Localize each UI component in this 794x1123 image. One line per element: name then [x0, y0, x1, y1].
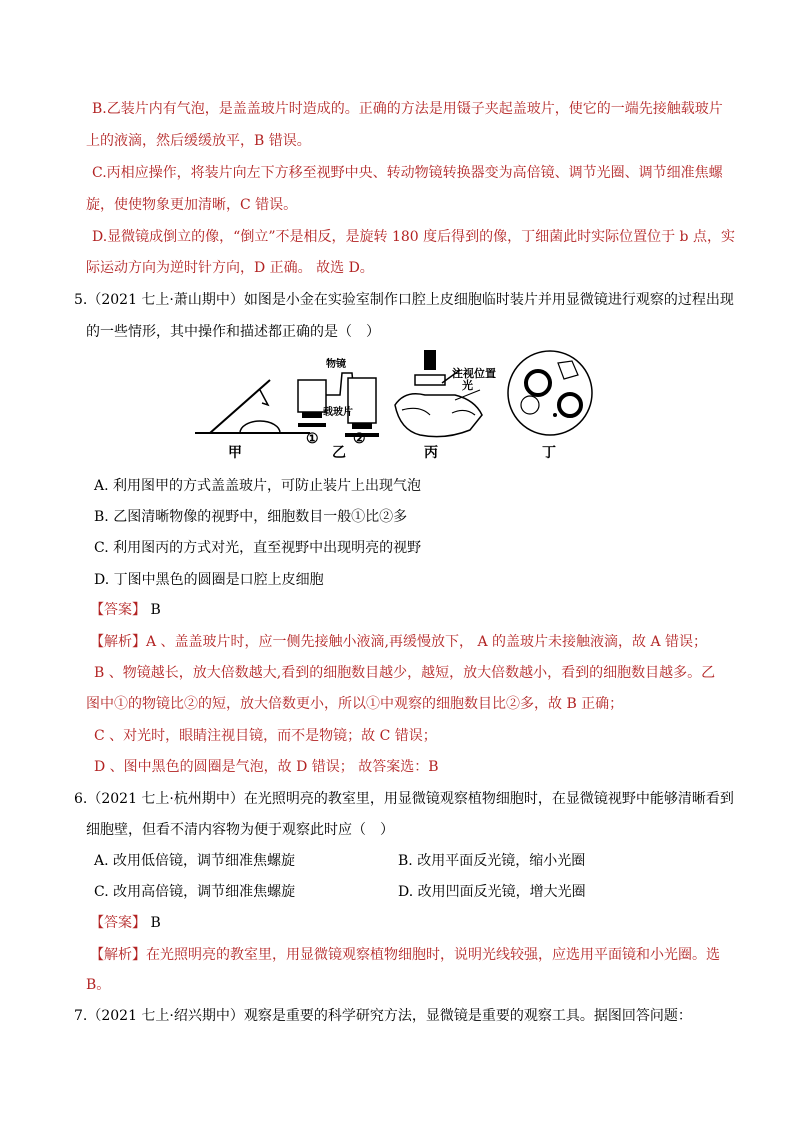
analysis-text: A 、盖盖玻片时，应一侧先接触小液滴,再缓慢放下， A 的盖玻片未接触液滴，故 A 错误；	[146, 634, 708, 650]
figure-jia-drawing	[195, 380, 310, 433]
answer-value: B	[146, 602, 161, 618]
q5-stem-line2: 的一些情形，其中操作和描述都正确的是（ ）	[86, 324, 380, 340]
q4-explain-b-line1: B.乙装片内有气泡，是盖盖玻片时造成的。正确的方法是用镊子夹起盖玻片，使它的一端先接触载玻片	[92, 101, 723, 117]
figure-label-zhushi: 注视位置	[452, 367, 496, 380]
q5-figure	[190, 345, 610, 465]
q5-stem-line1: 5.（2021 七上·萧山期中）如图是小金在实验室制作口腔上皮细胞临时装片并用显微镜进行观察的过程出现	[74, 292, 734, 308]
q6-analysis-line2: B。	[86, 977, 111, 993]
q5-analysis-line1	[90, 632, 707, 652]
figure-label-2: ②	[353, 431, 366, 447]
figure-label-bing: 丙	[424, 445, 438, 461]
q4-explain-c-line2: 旋，使使物象更加清晰，C 错误。	[86, 197, 298, 213]
q5-option-a: A. 利用图甲的方式盖盖玻片，可防止装片上出现气泡	[94, 478, 422, 494]
q6-option-d: D. 改用凹面反光镜，增大光圈	[398, 884, 586, 900]
q5-option-c: C. 利用图丙的方式对光，直至视野中出现明亮的视野	[94, 540, 422, 556]
q5-answer-line	[90, 600, 161, 620]
q4-explain-d-line1: D.显微镜成倒立的像，“倒立”不是相反，是旋转 180 度后得到的像，丁细菌此时实际位置位于 b 点，实	[92, 229, 735, 245]
q7-stem-line1: 7.（2021 七上·绍兴期中）观察是重要的科学研究方法，显微镜是重要的观察工具。据图回答问题：	[74, 1008, 692, 1024]
q4-explain-d-line2: 际运动方向为逆时针方向，D 正确。 故选 D。	[86, 260, 374, 276]
q6-option-c: C. 改用高倍镜，调节细准焦螺旋	[94, 884, 296, 900]
analysis-text: 在光照明亮的教室里，用显微镜观察植物细胞时，说明光线较强，应选用平面镜和小光圈。选	[146, 947, 720, 963]
figure-label-yi: 乙	[332, 445, 346, 461]
analysis-tag: 【解析】	[90, 634, 146, 650]
answer-tag: 【答案】	[90, 915, 146, 931]
q6-option-b: B. 改用平面反光镜，缩小光圈	[398, 853, 586, 869]
answer-tag: 【答案】	[90, 602, 146, 618]
q5-option-b: B. 乙图清晰物像的视野中，细胞数目一般①比②多	[94, 509, 408, 525]
figure-label-jia: 甲	[228, 445, 242, 461]
figure-bing-drawing	[395, 350, 482, 437]
figure-label-wujing: 物镜	[326, 359, 346, 370]
q5-option-d: D. 丁图中黑色的圆圈是口腔上皮细胞	[94, 572, 324, 588]
figure-label-guang: 光	[462, 379, 473, 392]
q6-answer-line	[90, 913, 161, 933]
q4-explain-b-line2: 上的液滴，然后缓缓放平，B 错误。	[86, 133, 311, 149]
figure-ding-drawing	[508, 351, 592, 435]
figure-label-1: ①	[306, 431, 319, 447]
answer-value: B	[146, 915, 161, 931]
q6-option-a: A. 改用低倍镜，调节细准焦螺旋	[94, 853, 296, 869]
q5-analysis-line3: 图中①的物镜比②的短，放大倍数更小，所以①中观察的细胞数目比②多，故 B 正确；	[86, 696, 624, 712]
figure-label-zaibopian: 载玻片	[323, 407, 353, 418]
q6-stem-line2: 细胞壁，但看不清内容物为便于观察此时应（ ）	[86, 822, 394, 838]
figure-label-ding: 丁	[542, 445, 556, 461]
analysis-tag: 【解析】	[90, 947, 146, 963]
q5-analysis-line4: C 、对光时，眼睛注视目镜，而不是物镜；故 C 错误；	[94, 728, 437, 744]
q5-analysis-line2: B 、物镜越长，放大倍数越大,看到的细胞数目越少，越短，放大倍数越小，看到的细胞数目越多。乙	[94, 665, 716, 681]
q6-stem-line1: 6.（2021 七上·杭州期中）在光照明亮的教室里，用显微镜观察植物细胞时，在显微镜视野中能够清晰看到	[74, 791, 734, 807]
q5-analysis-line5: D 、图中黑色的圆圈是气泡，故 D 错误； 故答案选：B	[94, 759, 439, 775]
q6-analysis-line1	[90, 945, 720, 965]
q4-explain-c-line1: C.丙相应操作，将装片向左下方移至视野中央、转动物镜转换器变为高倍镜、调节光圈、调节细准焦螺	[92, 165, 723, 181]
